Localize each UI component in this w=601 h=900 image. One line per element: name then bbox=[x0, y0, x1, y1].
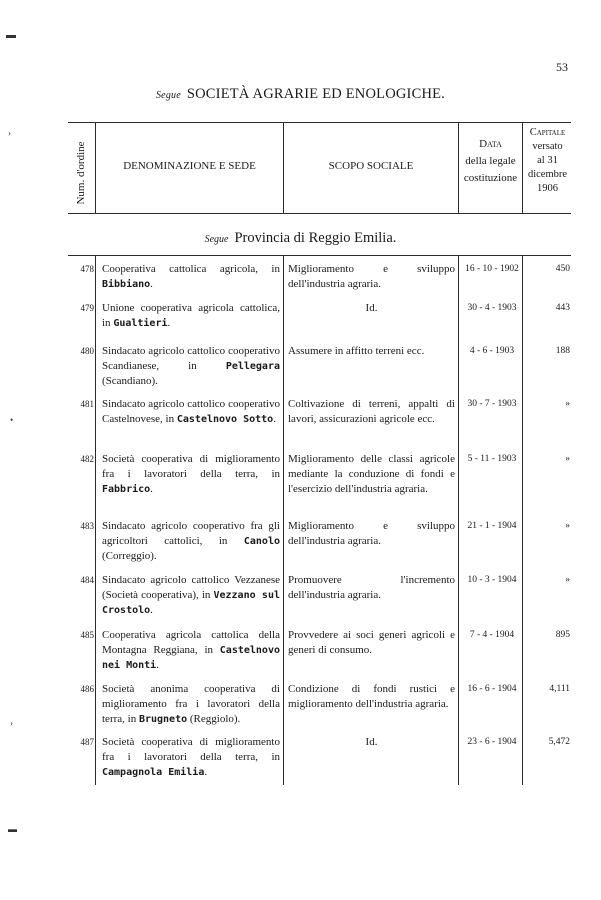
row-place: Vezzano sul Crostolo bbox=[102, 590, 280, 616]
row-number: 478 bbox=[80, 264, 94, 274]
row-denominazione: Sindacato agricolo cattolico cooperativo Castelnovese, in Castelnovo Sotto. bbox=[102, 398, 280, 425]
header-data-line3: costituzione bbox=[463, 172, 518, 184]
header-top-rule bbox=[68, 122, 571, 123]
row-place: Campagnola Emilia bbox=[102, 767, 205, 778]
row-data: 16 - 6 - 1904 bbox=[467, 684, 517, 694]
row-place: Fabbrico bbox=[102, 484, 151, 495]
row-number: 485 bbox=[80, 630, 94, 640]
header-capitale-line2: versato bbox=[532, 141, 563, 152]
row-capitale: 5,472 bbox=[548, 737, 570, 747]
row-data: 23 - 6 - 1904 bbox=[467, 737, 517, 747]
row-number: 481 bbox=[80, 399, 94, 409]
row-number: 482 bbox=[80, 454, 94, 464]
row-data: 21 - 1 - 1904 bbox=[467, 521, 517, 531]
row-denominazione: Cooperativa agricola cattolica della Montagna Reggiana, in Castelnovo nei Monti. bbox=[102, 629, 280, 671]
header-capitale-line4: dicembre bbox=[527, 169, 568, 180]
header-capitale-line1: Capitale bbox=[529, 127, 566, 138]
row-data: 30 - 4 - 1903 bbox=[467, 303, 517, 313]
row-capitale: 4,111 bbox=[549, 684, 570, 694]
row-scopo: Assumere in affitto terreni ecc. bbox=[288, 345, 425, 357]
row-data: 16 - 10 - 1902 bbox=[465, 264, 519, 274]
row-place: Bibbiano bbox=[102, 279, 151, 290]
title-segue: Segue bbox=[155, 90, 181, 101]
header-denominazione: DENOMINAZIONE E SEDE bbox=[123, 160, 256, 172]
row-number: 484 bbox=[80, 575, 94, 585]
header-data bbox=[459, 136, 522, 187]
row-capitale: 450 bbox=[555, 264, 570, 274]
row-number: 480 bbox=[80, 346, 94, 356]
row-scopo: Id. bbox=[365, 302, 378, 314]
row-denominazione: Sindacato agricolo cattolico Vezzanese (Società cooperativa), in Vezzano sul Crostolo. bbox=[102, 574, 280, 616]
section-text: Provincia di Reggio Emilia. bbox=[234, 230, 397, 246]
row-scopo: Condizione di fondi rustici e miglioramento dell'industria agraria. bbox=[288, 683, 455, 710]
row-place: Castelnovo Sotto bbox=[176, 414, 274, 425]
row-capitale: » bbox=[565, 454, 570, 464]
row-place: Gualtieri bbox=[113, 318, 168, 329]
row-scopo: Miglioramento delle classi agricole mediante la conduzione di fondi e l'esercizio dell'industria agraria. bbox=[288, 453, 455, 495]
header-capitale-line3: al 31 bbox=[537, 155, 558, 166]
row-data: 30 - 7 - 1903 bbox=[467, 399, 517, 409]
row-capitale: » bbox=[565, 399, 570, 409]
row-place: Castelnovo nei Monti bbox=[102, 645, 280, 671]
row-number: 483 bbox=[80, 521, 94, 531]
title-text: SOCIETÀ AGRARIE ED ENOLOGICHE. bbox=[186, 86, 445, 102]
row-denominazione: Società anonima cooperativa di miglioramento fra i lavoratori della terra, in Brugneto (Reggiolo). bbox=[102, 683, 280, 725]
row-data: 4 - 6 - 1903 bbox=[469, 346, 515, 356]
row-place: Pellegara bbox=[225, 361, 280, 372]
margin-arrow-mark: › bbox=[8, 128, 11, 138]
row-denominazione: Società cooperativa di miglioramento fra i lavoratori della terra, in Fabbrico. bbox=[102, 453, 280, 495]
header-capitale bbox=[523, 126, 572, 196]
row-denominazione: Sindacato agricolo cooperativo fra gli agricoltori cattolici, in Canolo (Correggio). bbox=[102, 520, 280, 562]
row-number: 479 bbox=[80, 303, 94, 313]
row-place: Brugneto bbox=[138, 714, 188, 725]
row-scopo: Id. bbox=[365, 736, 378, 748]
page-title bbox=[0, 86, 601, 103]
header-scopo: SCOPO SOCIALE bbox=[328, 160, 414, 172]
row-denominazione: Sindacato agricolo cattolico cooperativo Scandianese, in Pellegara (Scandiano). bbox=[102, 345, 280, 387]
row-capitale: » bbox=[565, 521, 570, 531]
body-divider-3 bbox=[458, 255, 459, 785]
row-capitale: 188 bbox=[555, 346, 570, 356]
row-data: 10 - 3 - 1904 bbox=[467, 575, 517, 585]
row-scopo: Provvedere ai soci generi agricoli e generi di consumo. bbox=[288, 629, 455, 656]
header-bottom-rule bbox=[68, 213, 571, 214]
margin-dot-mark: • bbox=[10, 415, 14, 425]
header-data-line2: della legale bbox=[465, 155, 516, 167]
row-denominazione: Società cooperativa di miglioramento fra i lavoratori della terra, in Campagnola Emilia. bbox=[102, 736, 280, 778]
row-denominazione: Unione cooperativa agricola cattolica, in Gualtieri. bbox=[102, 302, 280, 329]
row-number: 486 bbox=[80, 684, 94, 694]
header-num-ordine: Num. d'ordine bbox=[75, 141, 87, 205]
section-heading bbox=[0, 230, 601, 247]
row-denominazione: Cooperativa cattolica agricola, in Bibbiano. bbox=[102, 263, 280, 290]
margin-dash-mark: ▬ bbox=[8, 824, 17, 834]
row-data: 5 - 11 - 1903 bbox=[467, 454, 517, 464]
row-capitale: 443 bbox=[555, 303, 570, 313]
section-segue: Segue bbox=[204, 234, 229, 245]
row-data: 7 - 4 - 1904 bbox=[469, 630, 515, 640]
row-number: 487 bbox=[80, 737, 94, 747]
row-capitale: 895 bbox=[555, 630, 570, 640]
row-place: Canolo bbox=[243, 536, 280, 547]
row-scopo: Miglioramento e sviluppo dell'industria agraria. bbox=[288, 520, 455, 547]
margin-dash-mark: ▬ bbox=[6, 30, 16, 41]
row-scopo: Miglioramento e sviluppo dell'industria agraria. bbox=[288, 263, 455, 290]
header-data-line1: Data bbox=[479, 138, 502, 150]
margin-arrow-mark: › bbox=[10, 718, 13, 728]
row-scopo: Coltivazione di terreni, appalti di lavori, assicurazioni agricole ecc. bbox=[288, 398, 455, 425]
body-divider-2 bbox=[283, 255, 284, 785]
body-top-rule bbox=[68, 255, 571, 256]
body-divider-1 bbox=[95, 255, 96, 785]
body-divider-4 bbox=[522, 255, 523, 785]
header-capitale-line5: 1906 bbox=[537, 183, 558, 194]
row-scopo: Promuovere l'incremento dell'industria agraria. bbox=[288, 574, 455, 601]
page-number: 53 bbox=[556, 60, 568, 74]
row-capitale: » bbox=[565, 575, 570, 585]
